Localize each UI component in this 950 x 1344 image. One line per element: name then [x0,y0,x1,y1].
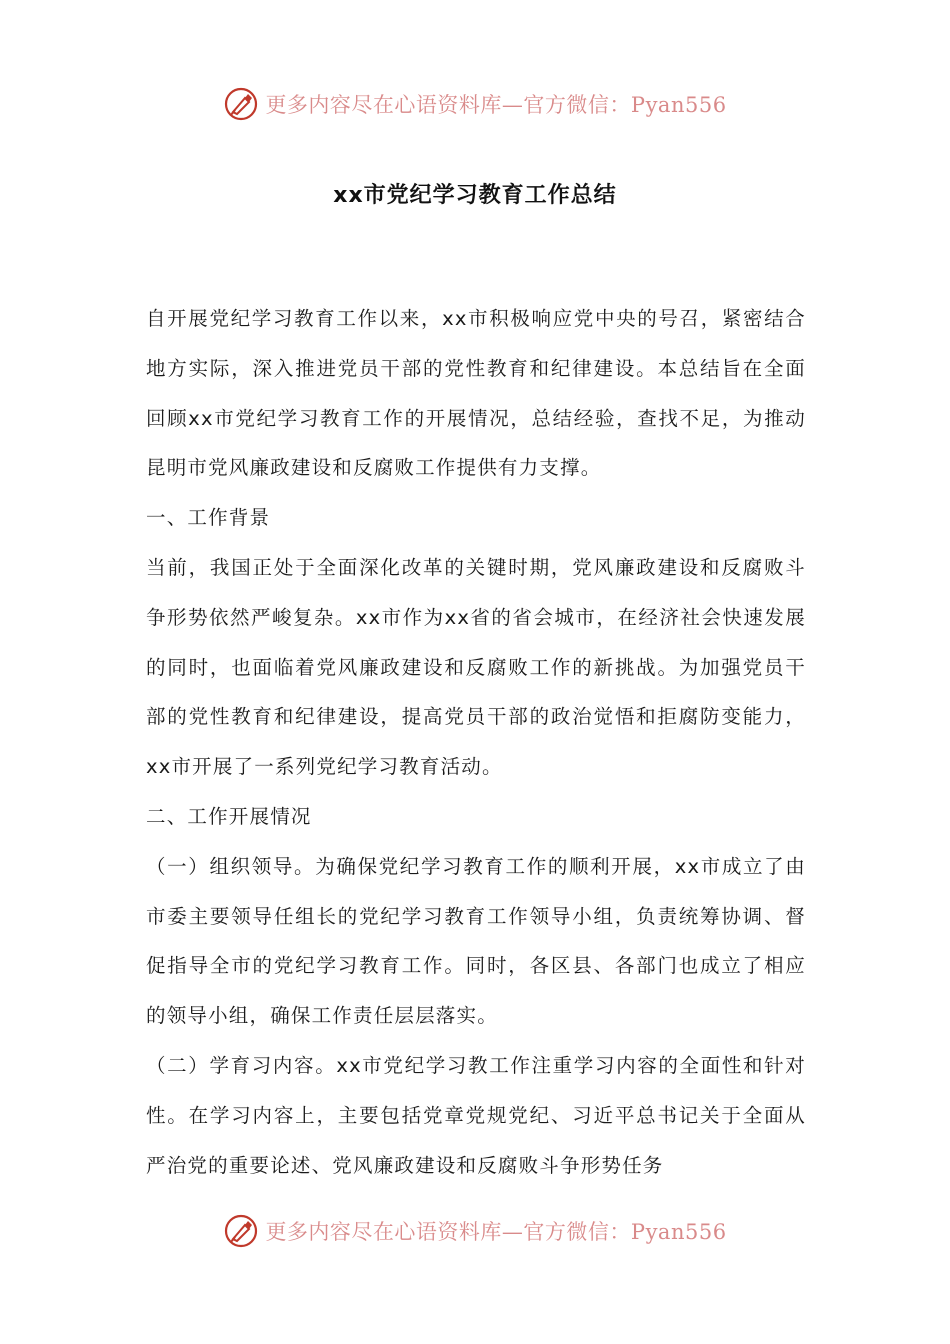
paragraph-intro: 自开展党纪学习教育工作以来，xx市积极响应党中央的号召，紧密结合地方实际，深入推进党员干部的党性教育和纪律建设。本总结旨在全面回顾xx市党纪学习教育工作的开展情况，总结经验，查找不足，为推动昆明市党风廉政建设和反腐败工作提供有力支撑。 [146,307,806,480]
watermark-text: 更多内容尽在心语资料库—官方微信：Pyan556 [265,93,727,117]
paragraph-content: （二）学育习内容。xx市党纪学习教工作注重学习内容的全面性和针对性。在学习内容上，主要包括党章党规党纪、习近平总书记关于全面从严治党的重要论述、党风廉政建设和反腐败斗争形势任务 [146,1053,806,1177]
document-title: xx市党纪学习教育工作总结 [333,183,617,208]
paragraph-organization: （一）组织领导。为确保党纪学习教育工作的顺利开展，xx市成立了由市委主要领导任组长的党纪学习教育工作领导小组，负责统筹协调、督促指导全市的党纪学习教育工作。同时，各区县、各部门也成立了相应的领导小组，确保工作责任层层落实。 [146,854,806,1028]
document-body [146,294,806,1190]
pen-nib-logo-icon [223,1213,259,1249]
watermark-text: 更多内容尽在心语资料库—官方微信：Pyan556 [265,1220,727,1244]
heading-background: 一、工作背景 [146,506,271,530]
paragraph-background: 当前，我国正处于全面深化改革的关键时期，党风廉政建设和反腐败斗争形势依然严峻复杂。xx市作为xx省的省会城市，在经济社会快速发展的同时，也面临着党风廉政建设和反腐败工作的新挑战。为加强党员干部的党性教育和纪律建设，提高党员干部的政治觉悟和拒腐防变能力，xx市开展了一系列党纪学习教育活动。 [146,555,806,779]
watermark-banner-top [0,80,950,128]
pen-nib-logo-icon [223,86,259,122]
heading-progress: 二、工作开展情况 [146,804,312,828]
watermark-banner-bottom [0,1207,950,1255]
